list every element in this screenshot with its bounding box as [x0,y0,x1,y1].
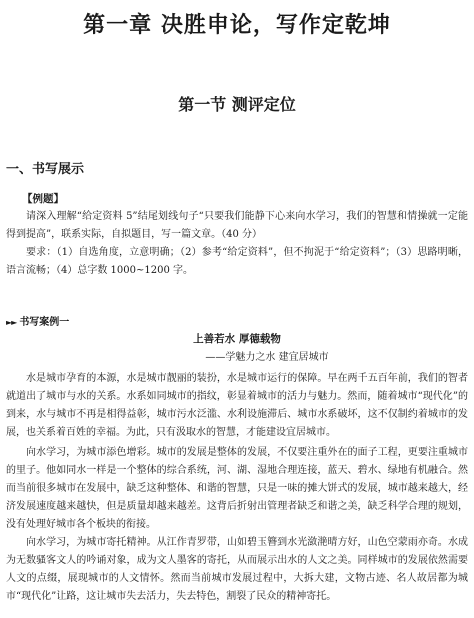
triangle-bullet-icon: ►► [6,318,17,327]
article-paragraph: 向水学习，为城市添色增彩。城市的发展是整体的发展，不仅要注重外在的面子工程，更要注重城市的里子。他如同水一样是一个整体的综合系统，河、湖、湿地合理连接，蓝天、碧水、绿地有机融合。然而当前很多城市在发展中，缺乏这种整体、和谐的智慧，只是一味的摊大饼式的发展，城市越来越大，经济发展速度越来越快，但是质量却越来越差。这背后折射出管理者缺乏和谐之美，缺乏科学合理的规划，没有处理好城市各个板块的衔接。 [6,447,468,530]
prompt-paragraph: 请深入理解“给定资料 5”结尾划线句子“只要我们能静下心来向水学习，我们的智慧和情操就一定能得到提高”，联系实际，自拟题目，写一篇文章。（40 分） [6,211,468,240]
article-subtitle: ——学魅力之水 建宜居城市 [205,352,329,363]
heading-writing-display: 一、书写展示 [6,162,85,177]
article-paragraph: 水是城市孕育的本源，水是城市靓丽的装扮，水是城市运行的保障。早在两千五百年前，我们的智者就道出了城市与水的关系。水系如同城市的指纹，彰显着城市的活力与魅力。然而，随着城市“现代化”的到来，水与城市不再是相得益彰，城市污水泛滥、水利设施滞后、城市水系破坏，这不仅制约着城市的发展，也关系着百姓的幸福。为此，只有汲取水的智慧，才能建设宜居城市。 [6,373,468,438]
chapter-title: 第一章 决胜申论，写作定乾坤 [83,13,391,38]
case-label-text: 书写案例一 [19,317,70,328]
prompt-requirements: 要求：（1）自选角度，立意明确；（2）参考“给定资料”，但不拘泥于“给定资料”；（3）思路明晰，语言流畅；（4）总字数 1000~1200 字。 [6,247,468,276]
example-label: 【例题】 [22,193,64,205]
article-paragraph: 向水学习，为城市寄托精神。从江作青罗带，山如碧玉簪到水光潋滟晴方好，山色空蒙雨亦奇。水成为无数骚客文人的吟诵对象，成为文人墨客的寄托，从而展示出水的人文之美。同样城市的发展依然需要人文的点缀，展现城市的人文情怀。然而当前城市发展过程中，大拆大建，文物古迹、名人故居都为城市“现代化”让路，这让城市失去活力，失去特色，割裂了民众的精神寄托。 [6,537,468,602]
article-title: 上善若水 厚德载物 [193,333,281,345]
case-label [6,313,69,328]
section-title: 第一节 测评定位 [178,95,296,114]
